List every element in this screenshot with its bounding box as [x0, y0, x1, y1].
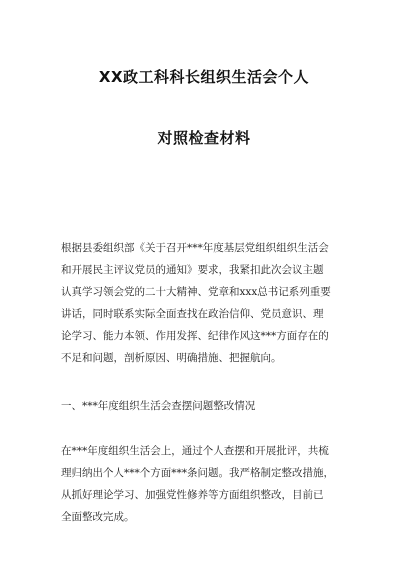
document-title-line-2: 对照检查材料 — [157, 129, 251, 147]
paragraph-line: 从抓好理论学习、加强党性修养等方面组织整改，目前已 — [61, 489, 324, 501]
paragraph-line: 讲话，同时联系实际全面查找在政治信仰、党员意识、理 — [61, 308, 324, 320]
paragraph-line: 和开展民主评议党员的通知》要求，我紧扣此次会议主题 — [61, 264, 324, 276]
paragraph-line: 论学习、能力本领、作用发挥、纪律作风这***方面存在的 — [61, 330, 329, 342]
paragraph-intro — [61, 237, 361, 369]
paragraph-line: 在***年度组织生活会上，通过个人查摆和开展批评，共梳 — [61, 445, 329, 457]
paragraph-line: 不足和问题，剖析原因、明确措施、把握航向。 — [61, 352, 282, 364]
paragraph-rectification — [61, 440, 361, 528]
paragraph-line: 理归纳出个人***个方面***条问题。我严格制定整改措施， — [61, 467, 334, 479]
document-title-line-1: XX政工科科长组织生活会个人 — [98, 68, 310, 86]
paragraph-line: 根据县委组织部《关于召开***年度基层党组织组织生活会 — [61, 242, 329, 254]
paragraph-line: 全面整改完成。 — [61, 511, 135, 523]
paragraph-line: 认真学习领会党的二十大精神、党章和xxx总书记系列重要 — [61, 286, 331, 298]
section-heading: 一、***年度组织生活会查摆问题整改情况 — [61, 400, 256, 412]
